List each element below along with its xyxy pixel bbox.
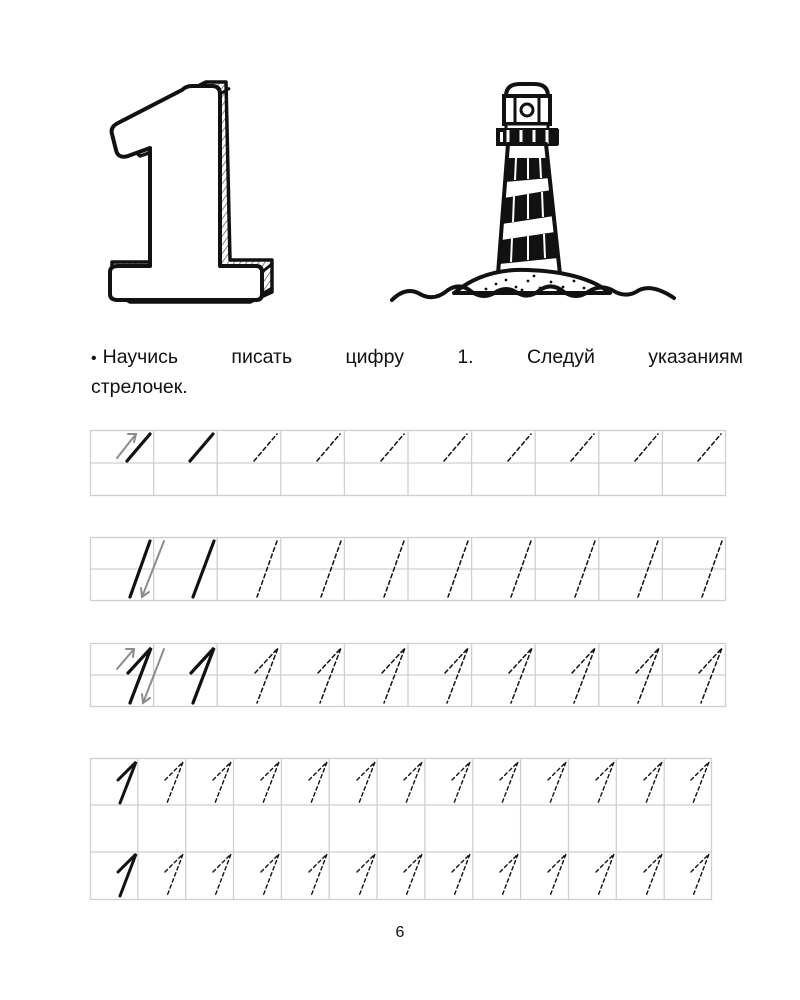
- instruction-word: 1.: [457, 346, 474, 368]
- digit-one-illustration: [100, 70, 290, 315]
- instruction-word: указаниям: [648, 346, 743, 368]
- instruction-word: Следуй: [526, 346, 595, 368]
- instruction-word: стрелочек.: [91, 376, 188, 398]
- instruction-text: [91, 343, 743, 402]
- instruction-word: Научись: [102, 346, 179, 368]
- instruction-word: писать: [231, 346, 293, 368]
- page-number: 6: [395, 924, 405, 941]
- diagonal-stroke-row: [90, 430, 726, 496]
- digit-one-practice-block: [90, 758, 712, 900]
- instruction-word: цифру: [345, 346, 404, 368]
- digit-one-row: [90, 643, 726, 707]
- lighthouse-illustration: [388, 78, 680, 313]
- long-stroke-row: [90, 537, 726, 601]
- bullet: •: [91, 350, 97, 367]
